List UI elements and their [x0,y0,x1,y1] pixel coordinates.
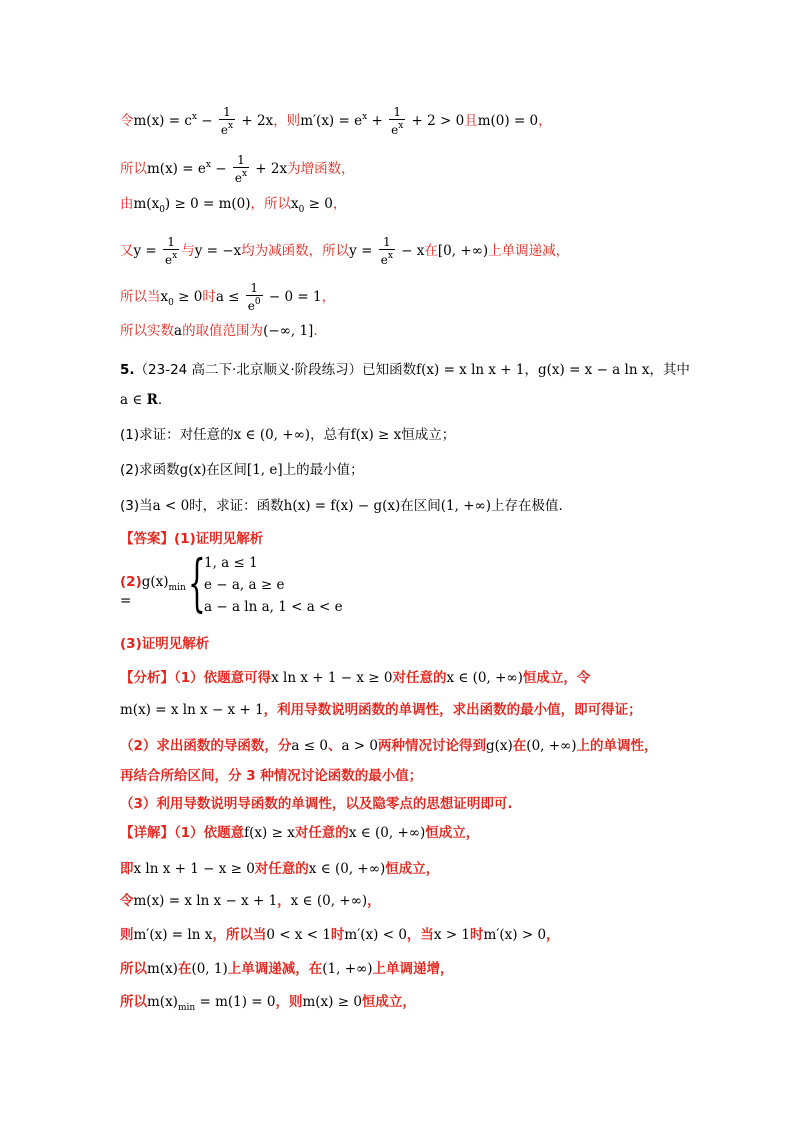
left-brace: { [188,546,206,619]
math-domain-x: x ∈ (0, +∞) [348,825,426,841]
analysis-line-5: （3）利用导数说明导函数的单调性，以及隐零点的思想证明即可. [120,796,513,812]
math-interval: (0, 1) [191,961,228,977]
text: （2）求出函数的导函数，分 [120,738,292,754]
math-domain-x: x ∈ (0, +∞) [290,893,368,909]
math-condition: a ≤ 0 [291,738,328,754]
text: 对任意的 [294,825,349,841]
solution-line-6 [120,321,318,341]
text: . [157,392,163,408]
text: ，当 [406,927,434,943]
text: 即 [120,861,134,877]
text: (2)求函数 [120,462,180,478]
text: (3)当 [120,498,153,514]
text: 两种情况讨论得到 [378,738,486,754]
problem-5-q1 [120,425,455,445]
math-interval: (1, +∞) [440,498,492,514]
text: ，其中 [649,362,690,378]
math-interval: (−∞, 1] [263,323,314,339]
text: 时 [202,289,216,305]
math-expr: x ln x + 1 − x ≥ 0 [133,861,255,877]
math-interval: [0, +∞) [437,243,489,259]
text: 在 [512,738,527,754]
text: 由 [120,196,134,212]
fraction: $\frac{1}{e^0}$ [247,281,261,313]
text: 对任意的 [254,861,309,877]
fraction: $\frac{1}{e^x}$ [380,235,393,267]
text: 又 [120,243,134,259]
math-interval: (0, +∞) [526,738,577,754]
text: ， [321,289,336,305]
analysis-label: 【分析】 [120,670,174,686]
text: 上单调递减，在 [227,961,323,977]
math-inequality: $m(x_0) \ge 0 = m(0)$ [133,196,251,215]
answer-part-1: (1)证明见解析 [174,531,264,547]
text: 恒成立， [425,825,480,841]
fraction: $\frac{1}{e^x}$ [391,105,404,137]
math-condition: a < 0 [152,498,190,514]
analysis-line-2 [120,700,642,720]
text: ，则 [275,994,303,1010]
math-m-def: m(x) = x ln x − x + 1 [133,893,278,909]
analysis-line-4: 再结合所给区间，分 3 种情况讨论函数的最小值； [120,768,423,784]
analysis-line-1 [120,668,590,688]
text: 所以 [120,994,147,1010]
text: 在区间 [206,462,247,478]
text: 上存在极值. [491,498,563,514]
text: 且 [464,113,478,129]
math-condition: x > 1 [433,927,471,943]
text: 时 [330,927,345,943]
detail-line-2 [120,859,439,879]
text: 为增函数， [287,161,355,177]
text: ，则 [273,113,301,129]
math-a-bound: a ≤ $\frac{1}{e^0}$ − 0 = 1 [215,281,322,313]
math-x0: $x_0 \ge 0$ [291,196,333,215]
text: 恒成立； [401,427,456,443]
solution-line-5 [120,282,335,313]
case-2: e − a, a ≥ e [204,577,285,593]
problem-number: 5. [120,362,135,378]
math-condition: a > 0 [341,738,378,754]
math-g: g(x) [486,738,513,754]
text: 均为减函数，所以 [241,243,350,259]
text: 上的最小值； [282,462,364,478]
solution-line-2 [120,154,355,185]
text: 所以实数 [120,323,174,339]
text: 时，求证：函数 [189,498,284,514]
case-1: 1, a ≤ 1 [204,555,258,571]
math-g: g(x) [179,462,207,478]
text: 恒成立， [385,861,440,877]
text: 在区间 [400,498,441,514]
math-interval: (1, +∞) [322,961,373,977]
detail-line-4 [120,925,560,945]
detail-line-3 [120,891,381,911]
math-y1: y = $\frac{1}{e^x}$ [133,235,178,267]
math-x0: $x_0 \ge 0$ [160,289,203,308]
math-g-def: g(x) = x − a ln x [537,362,650,378]
text: 令 [120,893,134,909]
answer-part-3: (3)证明见解析 [120,636,210,652]
text: 在 [177,961,192,977]
text: 上单调递减， [488,243,570,259]
problem-5-q3 [120,496,563,516]
detail-line-1 [120,823,479,843]
text: ， [277,893,291,909]
math-m-def: $m(x) = e^x$ − $\frac{1}{e^x}$ + 2x [147,153,288,185]
math-m-min: $m(x)_{min} = m(1) = 0$ [147,994,276,1013]
text: 对任意的 [392,670,447,686]
text: ， [524,362,538,378]
math-mprime: m′(x) < 0 [344,927,407,943]
text: ，利用导数说明函数的单调性，求出函数的最小值，即可得证； [263,702,642,718]
math-domain-x: x ∈ (0, +∞) [308,861,386,877]
math-inequality: f(x) ≥ x [244,825,295,841]
text: (1)求证：对任意的 [120,427,234,443]
text: 在 [424,243,438,259]
text: 恒成立， [361,994,416,1010]
text: ， [538,113,552,129]
text: 上单调递增， [372,961,454,977]
text: 时 [470,927,484,943]
math-y2: y = −x [194,243,242,259]
text: 、 [327,738,342,754]
math-domain-x: x ∈ (0, +∞) [446,670,523,686]
text: 恒成立，令 [522,670,591,686]
fraction: $\frac{1}{e^x}$ [234,153,248,185]
detail-line-6 [120,992,416,1018]
fraction: $\frac{1}{e^x}$ [165,235,178,267]
math-condition: 0 < x < 1 [266,927,331,943]
math-m-def: m(x) = x ln x − x + 1 [120,702,264,718]
text: （1）依题意可得 [174,670,272,686]
text: 的取值范围为 [182,323,264,339]
detail-line-5 [120,959,454,979]
analysis-line-3 [120,736,658,756]
math-mprime: m′(x) = ln x [133,927,213,943]
math-m-def: $m(x) = c^x$ − $\frac{1}{e^x}$ + 2x [133,105,274,137]
problem-5-domain [120,390,162,410]
text: 则 [120,927,134,943]
text: 与 [181,243,195,259]
problem-source: （23-24 高二下·北京顺义·阶段练习）已知函数 [134,362,417,378]
math-f-def: f(x) = x ln x + 1 [416,362,525,378]
math-h-def: h(x) = f(x) − g(x) [283,498,401,514]
text: 所以当 [120,289,161,305]
fraction: $\frac{1}{e^x}$ [220,105,234,137]
text: 所以 [120,161,147,177]
case-3: a − a ln a, 1 < a < e [204,599,343,615]
answer-label: 【答案】 [120,531,174,547]
math-y3: y = $\frac{1}{e^x}$ − x [349,235,425,267]
solution-line-1 [120,106,552,137]
text: 上的单调性， [576,738,658,754]
math-domain: a ∈ [120,392,147,408]
text: ， [546,927,560,943]
problem-5-statement [120,360,690,380]
text: ， [367,893,381,909]
problem-5-q2 [120,460,364,480]
text: ，所以 [250,196,291,212]
text: 令 [120,113,134,129]
answer-part-2-label: $(2)g(x)_{min}$ = [120,574,186,609]
piecewise-cases [204,552,343,618]
math-m0: m(0) = 0 [477,113,539,129]
text: ，所以当 [212,927,267,943]
solution-line-4 [120,236,569,267]
text: ，总有 [310,427,351,443]
math-inequality: m(x) ≥ 0 [302,994,362,1010]
math-domain-x: x ∈ (0, +∞) [233,427,311,443]
text: ， [332,196,347,212]
math-expr: x ln x + 1 − x ≥ 0 [271,670,393,686]
math-var-a: a [174,323,183,339]
math-m: m(x) [147,961,178,977]
math-inequality: f(x) ≥ x [350,427,402,443]
math-mprime: $m'(x) = e^x$ + $\frac{1}{e^x}$ + 2 > 0 [300,105,465,137]
math-reals: R [146,392,158,408]
math-mprime: m′(x) > 0 [483,927,547,943]
math-interval: [1, e] [246,462,283,478]
solution-line-3 [120,194,346,220]
text: （1）依题意 [174,825,245,841]
text: . [313,323,318,339]
text: 所以 [120,961,147,977]
detail-label: 【详解】 [120,825,174,841]
